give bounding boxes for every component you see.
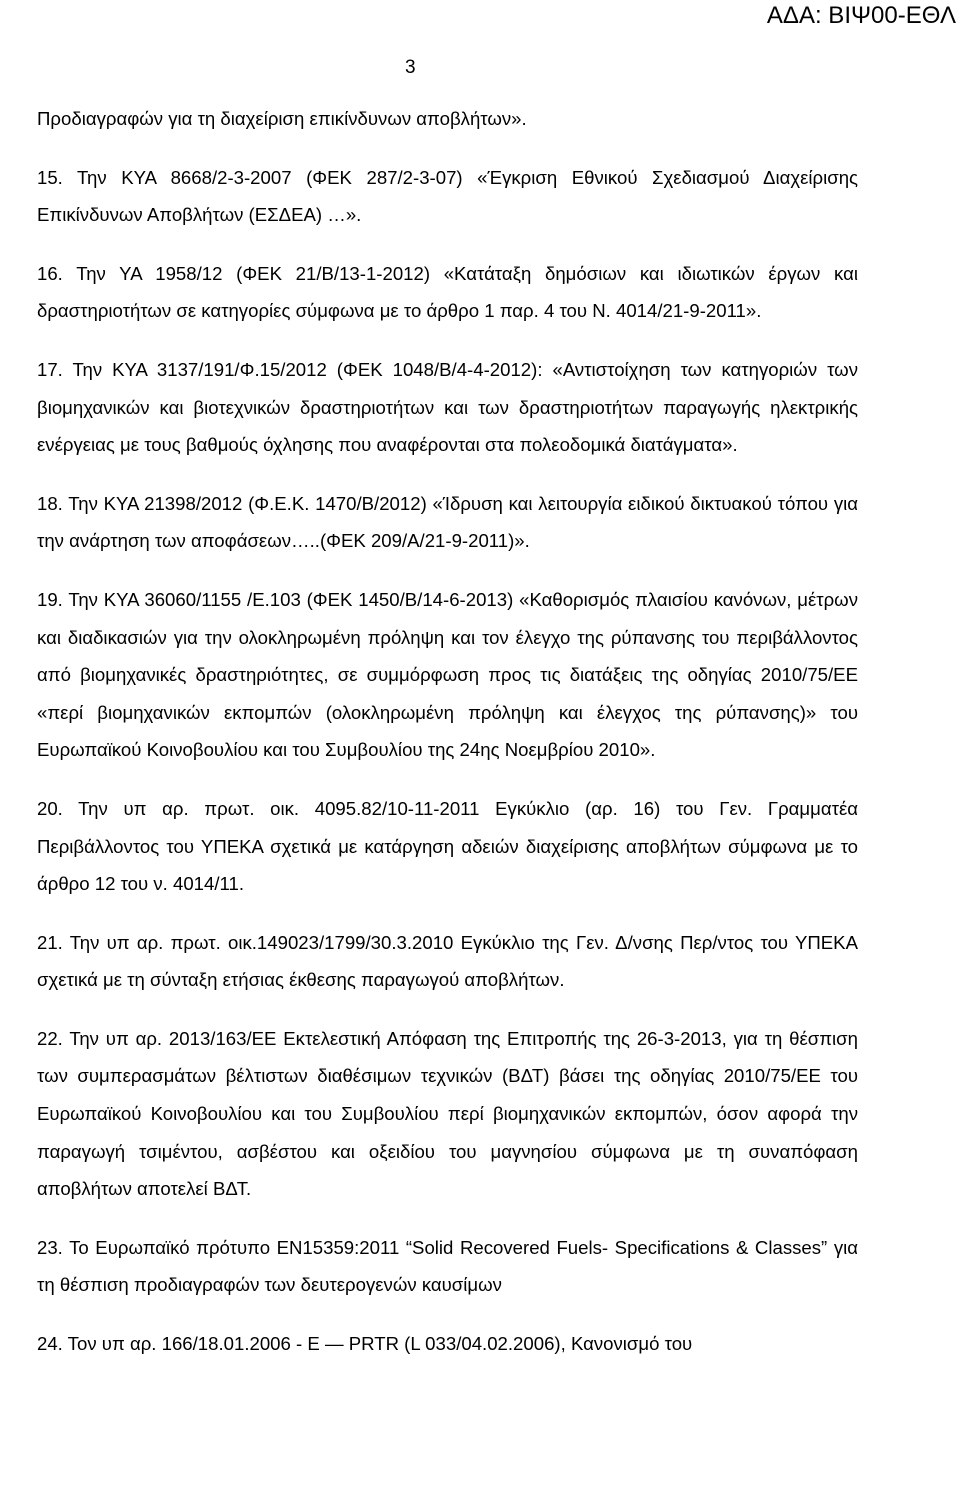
document-code: ΑΔΑ: ΒΙΨ00-ΕΘΛ [766, 2, 956, 29]
paragraph-item-21: 21. Την υπ αρ. πρωτ. οικ.149023/1799/30.3.2010 Εγκύκλιο της Γεν. Δ/νσης Περ/ντος του ΥΠΕΚΑ σχετικά με τη σύνταξη ετήσιας έκθεσης παραγωγού αποβλήτων. [37, 931, 858, 991]
paragraph-item-24: 24. Τον υπ αρ. 166/18.01.2006 - Ε — PRTR (L 033/04.02.2006), Κανονισμό του [37, 1333, 693, 1355]
paragraph-item-19: 19. Την ΚΥΑ 36060/1155 /Ε.103 (ΦΕΚ 1450/Β/14-6-2013) «Καθορισμός πλαισίου κανόνων, μέτρων και διαδικασιών για την ολοκληρωμένη πρόληψη και τον έλεγχο της ρύπανσης του περιβάλλοντος από βιομηχανικές δραστηριότητες, σε συμμόρφωση προς τις διατάξεις της οδηγίας 2010/75/ΕΕ «περί βιομηχανικών εκπομπών (ολοκληρωμένη πρόληψη και έλεγχος της ρύπανσης)» του Ευρωπαϊκού Κοινοβουλίου και του Συμβουλίου της 24ης Νοεμβρίου 2010». [37, 588, 858, 761]
paragraph-continuation: Προδιαγραφών για τη διαχείριση επικίνδυνων αποβλήτων». [37, 108, 527, 129]
paragraph-item-23: 23. Το Ευρωπαϊκό πρότυπο ΕΝ15359:2011 “Solid Recovered Fuels- Specifications & Classes” για τη θέσπιση προδιαγραφών των δευτερογενών καυσίμων [37, 1236, 858, 1296]
paragraph-item-17: 17. Την ΚΥΑ 3137/191/Φ.15/2012 (ΦΕΚ 1048/Β/4-4-2012): «Αντιστοίχηση των κατηγοριών των βιομηχανικών και βιοτεχνικών δραστηριοτήτων και των δραστηριοτήτων παραγωγής ηλεκτρικής ενέργειας με τους βαθμούς όχλησης που αναφέρονται στα πολεοδομικά διατάγματα». [37, 358, 858, 456]
document-body [37, 100, 858, 1384]
paragraph-item-15: 15. Την ΚΥΑ 8668/2-3-2007 (ΦΕΚ 287/2-3-07) «Έγκριση Εθνικού Σχεδιασμού Διαχείρισης Επικίνδυνων Αποβλήτων (ΕΣΔΕΑ) …». [37, 166, 858, 226]
paragraph-item-20: 20. Την υπ αρ. πρωτ. οικ. 4095.82/10-11-2011 Εγκύκλιο (αρ. 16) του Γεν. Γραμματέα Περιβάλλοντος του ΥΠΕΚΑ σχετικά με κατάργηση αδειών διαχείρισης αποβλήτων σύμφωνα με το άρθρο 12 του ν. 4014/11. [37, 797, 858, 895]
paragraph-item-18: 18. Την ΚΥΑ 21398/2012 (Φ.Ε.Κ. 1470/Β/2012) «Ίδρυση και λειτουργία ειδικού δικτυακού τόπου για την ανάρτηση των αποφάσεων…..(ΦΕΚ 209/Α/21-9-2011)». [37, 492, 858, 552]
paragraph-item-16: 16. Την ΥΑ 1958/12 (ΦΕΚ 21/Β/13-1-2012) «Κατάταξη δημόσιων και ιδιωτικών έργων και δραστηριοτήτων σε κατηγορίες σύμφωνα με το άρθρο 1 παρ. 4 του Ν. 4014/21-9-2011». [37, 262, 858, 322]
page-number: 3 [405, 57, 416, 78]
paragraph-item-22: 22. Την υπ αρ. 2013/163/ΕΕ Εκτελεστική Απόφαση της Επιτροπής της 26-3-2013, για τη θέσπιση των συμπερασμάτων βέλτιστων διαθέσιμων τεχνικών (ΒΔΤ) βάσει της οδηγίας 2010/75/ΕΕ του Ευρωπαϊκού Κοινοβουλίου και του Συμβουλίου περί βιομηχανικών εκπομπών, όσον αφορά την παραγωγή τσιμέντου, ασβέστου και οξειδίου του μαγνησίου σύμφωνα με τη συναπόφαση αποβλήτων αποτελεί ΒΔΤ. [37, 1027, 858, 1200]
